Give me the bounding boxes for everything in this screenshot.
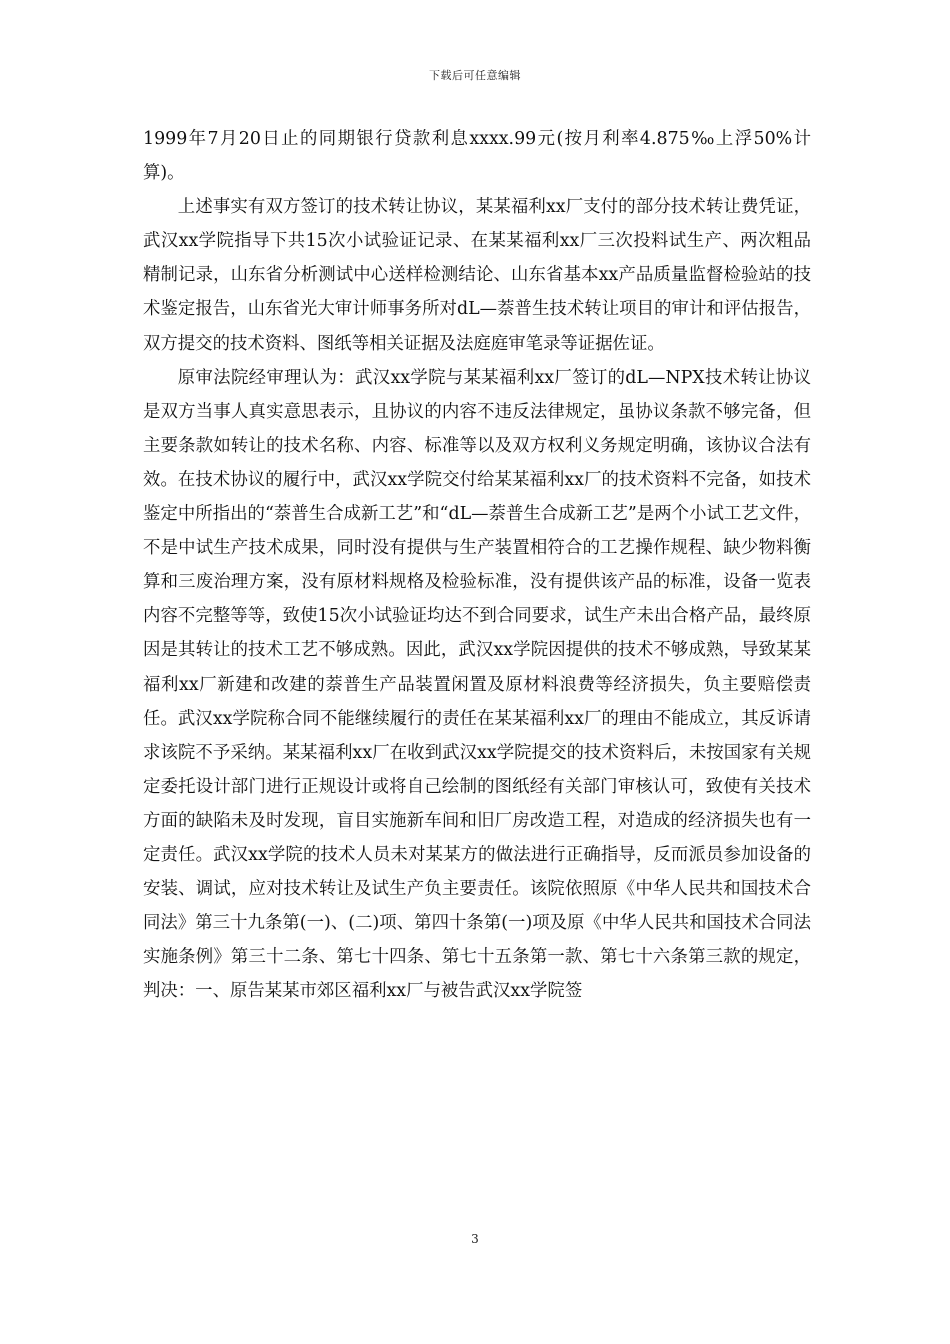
page-number: 3 xyxy=(471,1232,479,1246)
page-header: 下载后可任意编辑 xyxy=(429,69,521,82)
paragraph-2: 上述事实有双方签订的技术转让协议，某某福利xx厂支付的部分技术转让费凭证，武汉xx学院指导下共15次小试验证记录、在某某福利xx厂三次投料试生产、两次粗品精制记录，山东省分析测试中心送样检测结论、山东省基本xx产品质量监督检验站的技术鉴定报告，山东省光大审计师事务所对dL—萘普生技术转让项目的审计和评估报告，双方提交的技术资料、图纸等相关证据及法庭庭审笔录等证据佐证。 xyxy=(143,197,811,354)
document-body xyxy=(143,122,811,1008)
paragraph-1: 1999年7月20日止的同期银行贷款利息xxxx.99元(按月利率4.875‰上浮50%计算)。 xyxy=(143,129,811,184)
paragraph-3: 原审法院经审理认为：武汉xx学院与某某福利xx厂签订的dL—NPX技术转让协议是双方当事人真实意思表示，且协议的内容不违反法律规定，虽协议条款不够完备，但主要条款如转让的技术名称、内容、标准等以及双方权利义务规定明确，该协议合法有效。在技术协议的履行中，武汉xx学院交付给某某福利xx厂的技术资料不完备，如技术鉴定中所指出的“萘普生合成新工艺”和“dL—萘普生合成新工艺”是两个小试工艺文件，不是中试生产技术成果，同时没有提供与生产装置相符合的工艺操作规程、缺少物料衡算和三废治理方案，没有原材料规格及检验标准，没有提供该产品的标准，设备一览表内容不完整等等，致使15次小试验证均达不到合同要求，试生产未出合格产品，最终原因是其转让的技术工艺不够成熟。因此，武汉xx学院因提供的技术不够成熟，导致某某福利xx厂新建和改建的萘普生产品装置闲置及原材料浪费等经济损失，负主要赔偿责任。武汉xx学院称合同不能继续履行的责任在某某福利xx厂的理由不能成立，其反诉请求该院不予采纳。某某福利xx厂在收到武汉xx学院提交的技术资料后，未按国家有关规定委托设计部门进行正规设计或将自己绘制的图纸经有关部门审核认可，致使有关技术方面的缺陷未及时发现，盲目实施新车间和旧厂房改造工程，对造成的经济损失也有一定责任。武汉xx学院的技术人员未对某某方的做法进行正确指导，反而派员参加设备的安装、调试，应对技术转让及试生产负主要责任。该院依照原《中华人民共和国技术合同法》第三十九条第(一)、(二)项、第四十条第(一)项及原《中华人民共和国技术合同法实施条例》第三十二条、第七十四条、第七十五条第一款、第七十六条第三款的规定，判决：一、原告某某市郊区福利xx厂与被告武汉xx学院签 xyxy=(143,367,811,1002)
